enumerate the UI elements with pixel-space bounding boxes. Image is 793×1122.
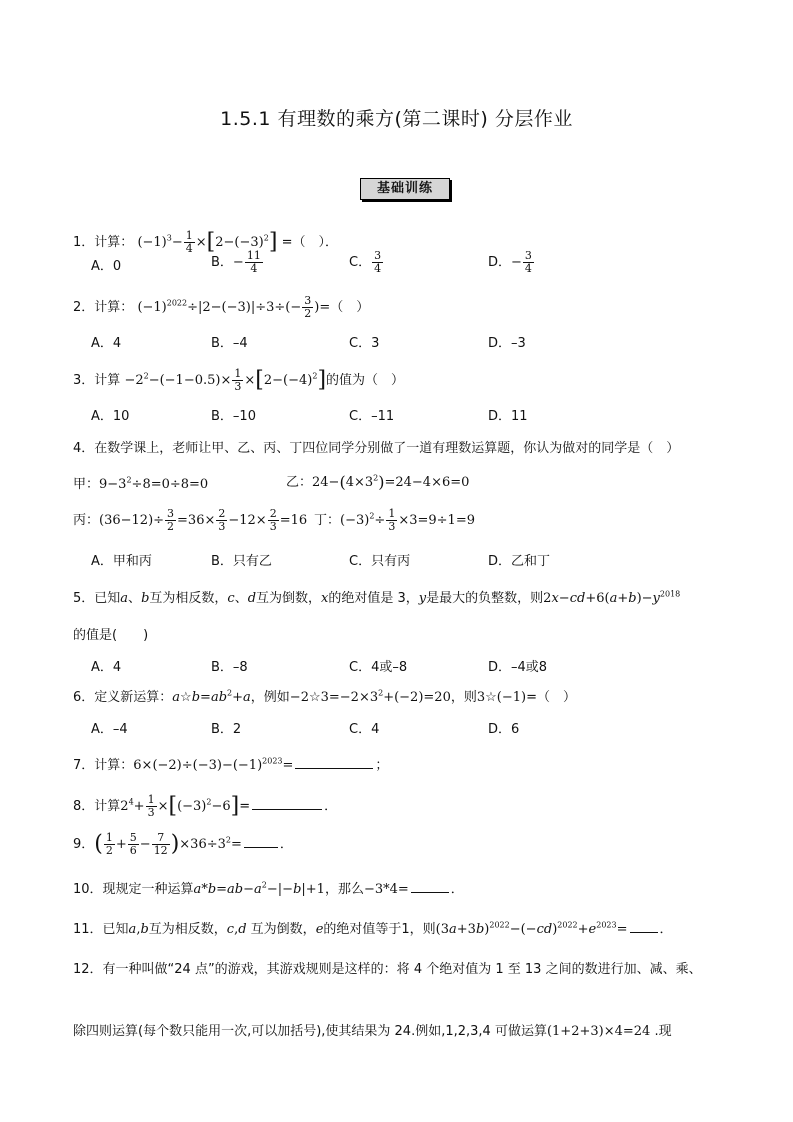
q2-option-d: D．–3 — [488, 336, 526, 351]
q1-option-c: C． $\frac{3}{4}$ — [349, 249, 382, 275]
q5-option-d: D．–4或8 — [488, 660, 548, 675]
q5-option-b: B．–8 — [211, 660, 248, 675]
question-2 — [73, 295, 753, 320]
q5-line2: 的值是( ) — [73, 628, 149, 643]
q4-option-a: A．甲和丙 — [91, 554, 152, 569]
question-1 — [73, 230, 753, 255]
q4-jia: 甲：$9-3^2\div 8=0\div 8=0$ — [73, 475, 209, 492]
q2-number: 2． — [73, 300, 95, 315]
q3-number: 3． — [73, 373, 95, 388]
question-8: 8．计算$2^4+$ $\frac{1}{3}$ $\times[(-3)^2-6]=$ ． — [73, 793, 338, 819]
q1-option-d: D．− $\frac{3}{4}$ — [488, 249, 532, 275]
q3-tail: 的值为（ ） — [326, 373, 405, 388]
q4-ding: 丁：$(-3)^2\div$ $\frac{1}{3}$ ×3=9÷1=9 — [314, 507, 475, 533]
q11-answer-blank[interactable] — [630, 920, 658, 933]
q4-option-b: B．只有乙 — [211, 554, 272, 569]
q3-stem: 计算 — [94, 373, 121, 388]
q4-option-c: C．只有丙 — [349, 554, 411, 569]
q2-option-c: C．3 — [349, 336, 380, 351]
q2-expression: $(-1)^{2022}\div|2-(-3)|\div 3\div(-$ $\frac{3}{2}$ )=（ ） — [137, 294, 370, 320]
q4-option-d: D．乙和丁 — [488, 554, 551, 569]
question-4: 4．在数学课上，老师让甲、乙、丙、丁四位同学分别做了一道有理数运算题，你认为做对的同学是（ ） — [73, 441, 680, 456]
q1-stem: 计算： — [94, 235, 134, 250]
q9-answer-blank[interactable] — [244, 835, 278, 848]
question-3 — [73, 368, 753, 393]
q2-stem: 计算： — [94, 300, 134, 315]
q8-answer-blank[interactable] — [252, 797, 322, 810]
q5-option-c: C．4或–8 — [349, 660, 408, 675]
q3-option-d: D．11 — [488, 409, 528, 424]
question-9: 9．( $\frac{1}{2}$ + $\frac{5}{6}$ − $\frac{7}{12}$ )$\times 36\div 3^2=$ ． — [73, 831, 293, 857]
q3-expression: $-2^2-(-1-0.5)\times$ $\frac{1}{3}$ $\times[2-(-4)^2]$ — [124, 367, 327, 393]
question-5: 5．已知a、b互为相反数，c、d互为倒数，x的绝对值是 3，y是最大的负整数，则$2x-cd+6(a+b)-y^{2018}$ — [73, 589, 681, 606]
q4-yi: 乙：$24-(4\times 3^2)=24-4\times 6=0$ — [286, 472, 470, 492]
q1-expression: $(-1)^3-$ $\frac{1}{4}$ $\times[2-(-3)^2]$ — [137, 229, 278, 255]
question-6: 6．定义新运算：$a☆b=ab^2+a$，例如$-2☆3=-2\times 3^2+(-2)=20$，则3☆(−1)=（ ） — [73, 688, 576, 705]
q1-option-b: B．− $\frac{11}{4}$ — [211, 249, 261, 275]
q4-bing: 丙：(36−12)÷ $\frac{3}{2}$ =36× $\frac{2}{3}$ −12× $\frac{2}{3}$ =16 — [73, 507, 308, 533]
q3-option-c: C．–11 — [349, 409, 395, 424]
question-12: 12．有一种叫做“24 点”的游戏，其游戏规则是这样的：将 4 个绝对值为 1 至 13 之间的数进行加、减、乘、 — [73, 962, 702, 977]
q1-option-a: A．0 — [91, 259, 122, 274]
q7-answer-blank[interactable] — [295, 756, 373, 769]
question-10: 10．现规定一种运算$a*b=ab-a^2-|-b|+1$，那么−3*4= ． — [73, 880, 464, 897]
question-11: 11．已知a,b互为相反数，c,d 互为倒数，e的绝对值等于1，则$(3a+3b)^{2022}-(-cd)^{2022}+e^{2023}=$ ． — [73, 920, 673, 937]
q6-option-c: C．4 — [349, 722, 380, 737]
q2-option-b: B．–4 — [211, 336, 248, 351]
q12-line2: 除四则运算(每个数只能用一次,可以加括号),使其结果为 24.例如,1,2,3,4 可做运算(1+2+3)×4=24 .现 — [73, 1024, 672, 1039]
q6-option-d: D．6 — [488, 722, 520, 737]
q3-option-b: B．–10 — [211, 409, 256, 424]
q6-option-a: A．–4 — [91, 722, 128, 737]
section-label: 基础训练 — [360, 178, 450, 200]
q2-option-a: A．4 — [91, 336, 122, 351]
q1-number: 1． — [73, 235, 95, 250]
q5-option-a: A．4 — [91, 660, 122, 675]
q3-option-a: A．10 — [91, 409, 130, 424]
question-7: 7．计算：$6\times(-2)\div(-3)-(-1)^{2023}=$ ； — [73, 756, 389, 773]
q6-option-b: B．2 — [211, 722, 242, 737]
q10-answer-blank[interactable] — [411, 880, 449, 893]
page-title: 1.5.1 有理数的乘方(第二课时) 分层作业 — [220, 108, 573, 130]
q1-paren: =（ ）． — [281, 235, 338, 250]
